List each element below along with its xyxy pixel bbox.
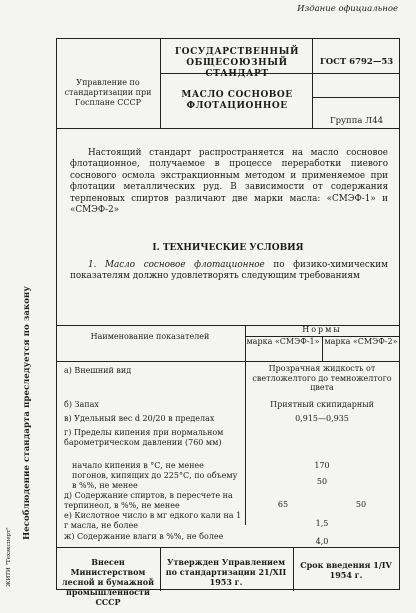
row-label-moisture: ж) Содержание влаги в %%, не более (64, 532, 224, 541)
header-bottom-line (57, 128, 399, 129)
footer-top-line (57, 547, 399, 548)
gost-group-divider (312, 97, 400, 98)
row-value-odor: Приятный скипидарный (270, 400, 374, 409)
row-label-acid-number: е) Кислотное число в мг едкого кали на 1 г масла, не более (64, 511, 242, 530)
clause-1 (70, 260, 388, 283)
table-header-indicator: Наименование показателей (90, 332, 210, 341)
table-header-grade-1: марка «СМЭФ-1» (246, 337, 320, 346)
row-label-appearance: а) Внешний вид (64, 366, 132, 375)
standard-type: ГОСУДАРСТВЕННЫЙ ОБЩЕСОЮЗНЫЙ СТАНДАРТ (174, 47, 300, 79)
table-header-norms: Нормы (302, 325, 342, 334)
row-value-alcohols-grade-2: 50 (355, 500, 367, 509)
table-col-divider-1 (245, 325, 246, 525)
row-value-appearance: Прозрачная жидкость от светложелтого до темножелтого цвета (252, 364, 392, 392)
clause-1-text: по физико-химическим показателям должно удовлетворять следующим требованиям (70, 260, 389, 282)
clause-1-lead: 1. Масло сосновое флотационное (88, 260, 265, 270)
header-divider-right (312, 39, 313, 128)
row-label-boiling-range: г) Пределы кипения при нормальном барометрическом давлении (760 мм) (64, 428, 224, 447)
table-header-bottom (57, 361, 399, 362)
intro-paragraph: Настоящий стандарт распространяется на масло сосновое флотационное, получаемое в процессе переработки пиевого соснового осмола экстракционным методом и применяемое при флотации металлических руд. В зависимости от содержания терпеновых спиртов различают две марки масла: «СМЭФ-1» и «СМЭФ-2» (70, 148, 388, 216)
gost-number: ГОСТ 6792—53 (319, 57, 394, 67)
footer-divider-2 (293, 547, 294, 591)
issuer-block: Управление по стандартизации при Госплане СССР (64, 78, 152, 107)
footer-effective-date: Срок введения 1/IV 1954 г. (300, 560, 392, 580)
header-divider-left (160, 39, 161, 128)
edition-note: Издание официальное (297, 4, 398, 14)
classification-group: Группа Л44 (329, 116, 384, 126)
row-value-alcohols-grade-1: 65 (277, 500, 289, 509)
legal-warning-vertical: Несоблюдение стандарта преследуется по закону (22, 286, 32, 540)
footer-introduced-by: Внесен Министерством лесной и бумажной промышленности СССР (61, 557, 155, 607)
row-label-density: в) Удельный вес d 20/20 в пределах (64, 414, 215, 423)
row-value-fractions: 50 (316, 477, 328, 486)
row-label-odor: б) Запах (64, 400, 99, 409)
table-header-grade-2: марка «СМЭФ-2» (324, 337, 398, 346)
source-stamp: ЖИТИ "Техэксперт" (6, 527, 12, 587)
footer-approved-by: Утвержден Управлением по стандартизации 21/XII 1953 г. (165, 557, 287, 587)
product-title: МАСЛО СОСНОВОЕ ФЛОТАЦИОННОЕ (181, 90, 293, 111)
row-label-boiling-start: начало кипения в °С, не менее (72, 461, 204, 470)
footer-divider-1 (160, 547, 161, 591)
row-label-fractions: погонов, кипящих до 225°С, по объему в %%, не менее (72, 471, 238, 490)
row-value-acid-number: 1,5 (315, 519, 329, 528)
row-value-boiling-start: 170 (314, 461, 330, 470)
row-value-moisture: 4,0 (315, 537, 329, 546)
row-value-density: 0,915—0,935 (295, 414, 349, 423)
section-title: I. ТЕХНИЧЕСКИЕ УСЛОВИЯ (152, 243, 304, 253)
row-label-alcohols: д) Содержание спиртов, в пересчете на терпинеол, в %%, не менее (64, 491, 233, 510)
